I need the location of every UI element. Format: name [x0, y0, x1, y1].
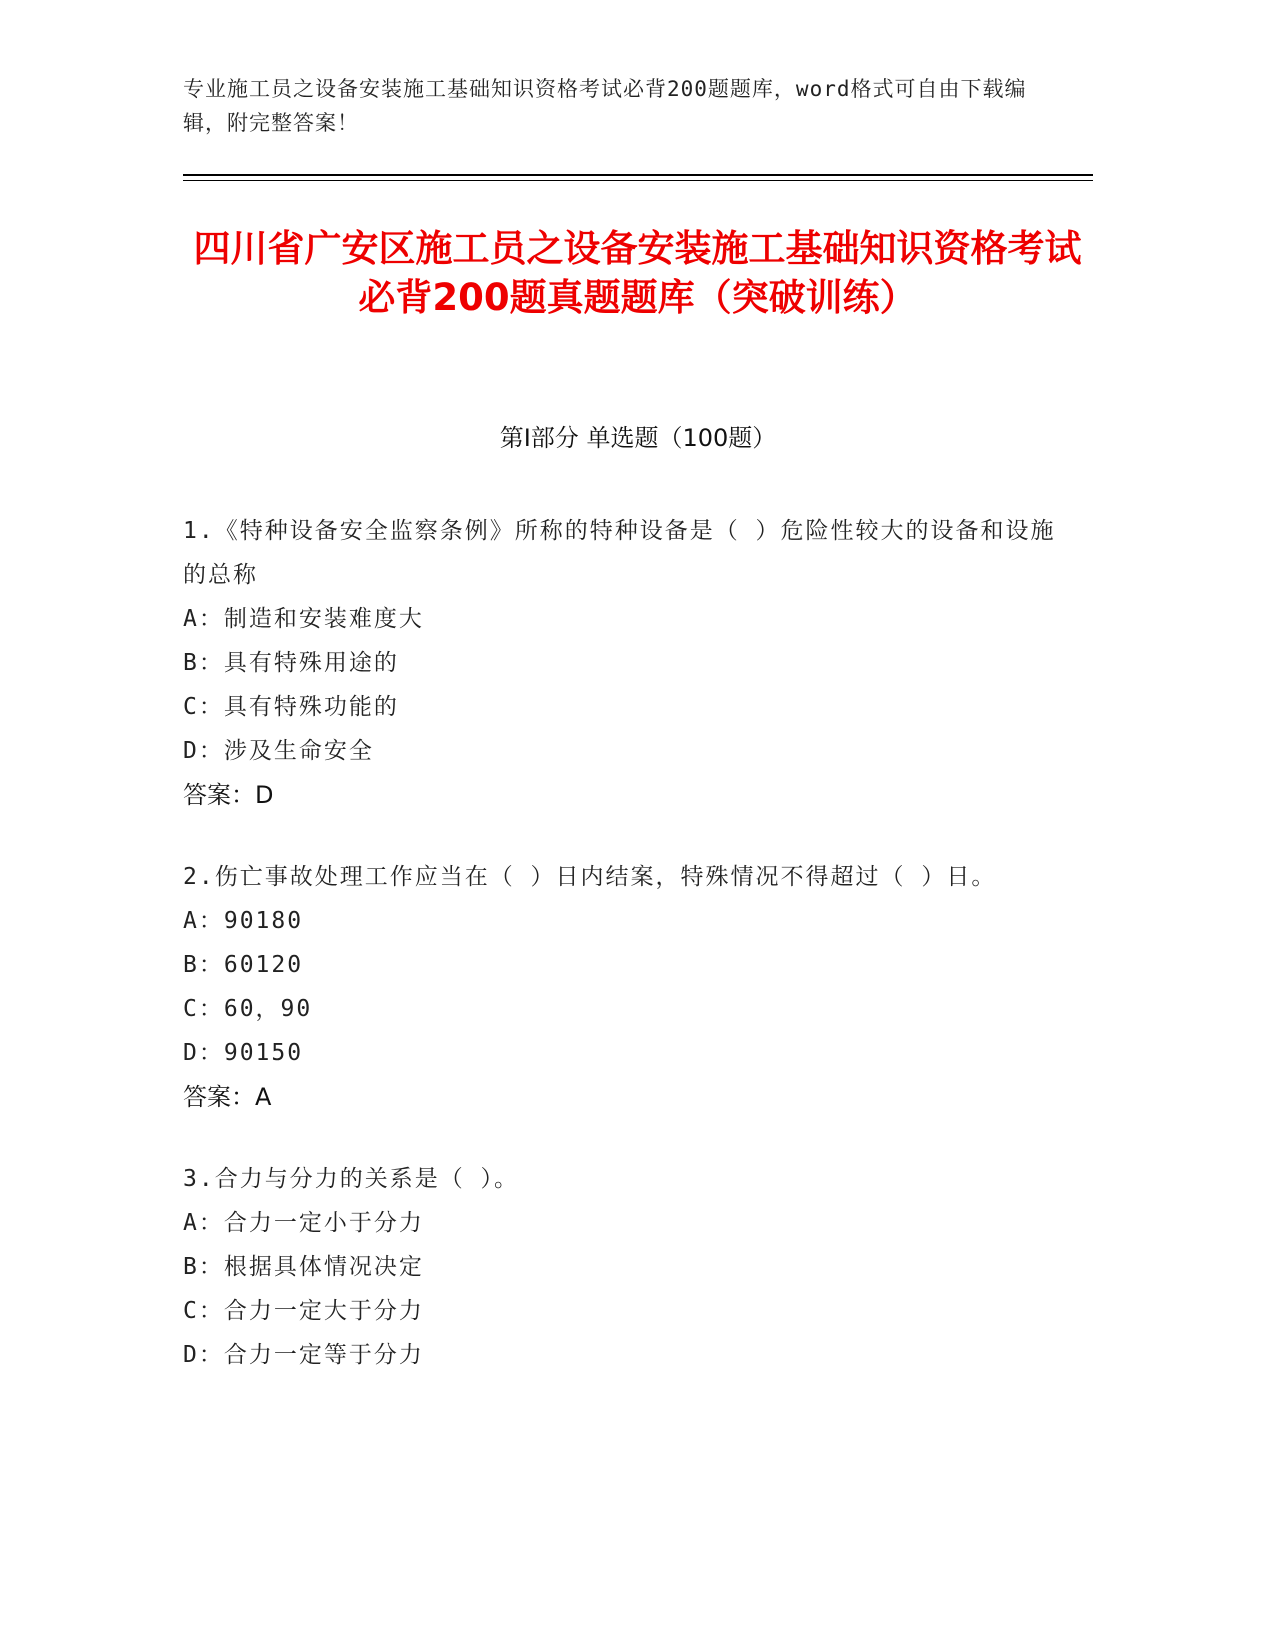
question-3 — [183, 1157, 1063, 1377]
header-divider-thick — [183, 174, 1093, 176]
option-c: C：60，90 — [183, 996, 313, 1022]
answer: 答案：A — [183, 1083, 272, 1111]
question-1 — [183, 509, 1063, 817]
header-divider-thin — [183, 180, 1093, 181]
question-stem: 1.《特种设备安全监察条例》所称的特种设备是（ ）危险性较大的设备和设施的总称 — [183, 518, 1056, 588]
section-title: 第I部分 单选题（100题） — [499, 424, 777, 452]
question-list — [183, 509, 1063, 1415]
question-stem: 2.伤亡事故处理工作应当在（ ）日内结案，特殊情况不得超过（ ）日。 — [183, 864, 997, 890]
option-a: A：90180 — [183, 908, 304, 934]
option-d: D：90150 — [183, 1040, 304, 1066]
option-a: A：合力一定小于分力 — [183, 1210, 424, 1236]
option-c: C：具有特殊功能的 — [183, 694, 399, 720]
option-b: B：根据具体情况决定 — [183, 1254, 424, 1280]
option-d: D：涉及生命安全 — [183, 738, 374, 764]
option-b: B：60120 — [183, 952, 304, 978]
answer: 答案：D — [183, 781, 274, 809]
option-b: B：具有特殊用途的 — [183, 650, 399, 676]
option-a: A：制造和安装难度大 — [183, 606, 424, 632]
question-stem: 3.合力与分力的关系是（ ）。 — [183, 1166, 520, 1192]
document-title: 四川省广安区施工员之设备安装施工基础知识资格考试必背200题真题题库（突破训练） — [193, 227, 1082, 319]
header-note: 专业施工员之设备安装施工基础知识资格考试必背200题题库，word格式可自由下载编辑，附完整答案！ — [183, 77, 1027, 135]
option-c: C：合力一定大于分力 — [183, 1298, 424, 1324]
question-2 — [183, 855, 1063, 1119]
option-d: D：合力一定等于分力 — [183, 1342, 424, 1368]
